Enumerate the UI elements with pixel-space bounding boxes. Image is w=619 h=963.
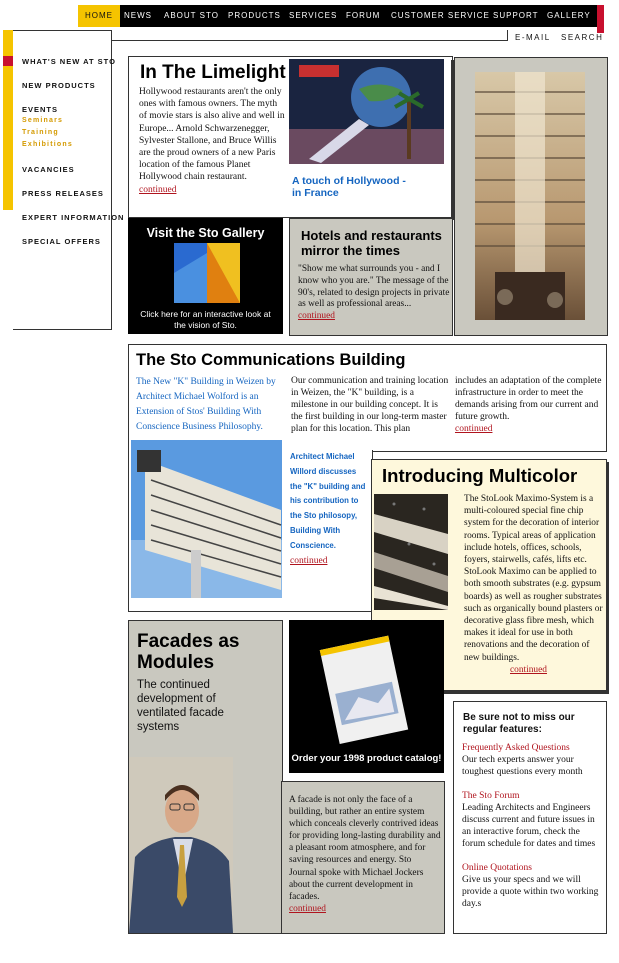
sidebar-item-special-offers[interactable]: SPECIAL OFFERS: [22, 237, 101, 246]
comm-panel: [128, 344, 607, 452]
limelight-panel: [128, 56, 453, 218]
hotels-title: Hotels and restaurants mirror the times: [301, 228, 442, 258]
hotels-continued-link[interactable]: continued: [298, 311, 335, 322]
sidebar: [13, 30, 112, 330]
sidebar-item-new-products[interactable]: NEW PRODUCTS: [22, 81, 96, 90]
nav-support[interactable]: SUPPORT: [493, 11, 539, 20]
subnav-rule: [111, 40, 507, 41]
multicolor-chips-photo[interactable]: [374, 494, 448, 610]
gallery-panel[interactable]: [128, 218, 283, 334]
planet-hollywood-photo[interactable]: [289, 59, 444, 164]
k-building-caption: Architect Michael Willord discusses the "K" building and his contribution to the Sto philosopy, Building With Conscience. continued: [290, 452, 366, 566]
nav-home[interactable]: HOME: [78, 5, 120, 27]
sidebar-item-events[interactable]: EVENTS: [22, 105, 59, 114]
multicolor-continued-link[interactable]: continued: [510, 664, 547, 675]
facades-continued-link[interactable]: continued: [289, 903, 326, 914]
catalog-caption[interactable]: Order your 1998 product catalog!: [291, 753, 442, 764]
limelight-shadow: [451, 60, 455, 220]
sto-forum-desc: Leading Architects and Engineers discuss current and future issues in an interactive forum, check the forum schedule for dates and times: [462, 803, 596, 849]
hotels-body: "Show me what surrounds you - and I know who you are." The message of the 90's, related to design projects in private as well as professional areas... continued: [298, 264, 450, 322]
facades-subtitle: The continued development of ventilated facade systems: [137, 679, 224, 733]
comm-col3: includes an adaptation of the complete infrastructure in order to meet the demands arising from our current and future growth. continued: [455, 376, 602, 434]
online-quotations-link[interactable]: Online Quotations: [462, 863, 532, 873]
limelight-body: Hollywood restaurants aren't the only ones with famous owners. The myth of movie stars is also alive and well in Europe... Arnold Schwarzenegger, Sylvester Stallone, and Bruce Willis are the proud owners of a new Paris location of the famous Planet Hollywood chain restaurant. continued: [139, 87, 285, 195]
comm-lower-panel: [128, 450, 373, 612]
nav-services[interactable]: SERVICES: [289, 11, 338, 20]
sidebar-item-exhibitions[interactable]: Exhibitions: [22, 141, 73, 148]
nav-products[interactable]: PRODUCTS: [228, 11, 281, 20]
michael-jockers-photo[interactable]: [129, 757, 233, 933]
multicolor-body: The StoLook Maximo-System is a multi-coloured special fine chip system for the decoration of interior rooms. Typical areas of application include hotels, offices, schools, foyers, stairwells, cafés, lifts etc. StoLook Maximo can be applied to both smooth substrates (e.g. gypsum boards) as well as rougher substrates such as organically bound plasters or decorative glass fibre mesh, which makes it ideal for use in both renovations and the decoration of new buildings. continued: [464, 494, 603, 675]
sidebar-red-marker: [3, 56, 13, 66]
online-quotations-desc: Give us your specs and we will provide a quote within two working day.s: [462, 875, 599, 909]
faq-desc: Our tech experts answer your toughest questions every month: [462, 755, 583, 777]
nav-forum[interactable]: FORUM: [346, 11, 381, 20]
limelight-continued-link[interactable]: continued: [139, 184, 177, 195]
hotels-panel: [289, 218, 453, 336]
gallery-caption: Click here for an interactive look at the vision of Sto.: [140, 309, 271, 330]
subnav-divider: [507, 30, 508, 41]
sidebar-item-vacancies[interactable]: VACANCIES: [22, 165, 75, 174]
comm-col2: Our communication and training location in Weizen, the "K" building, is a milestone in our building concept. It is the first building in our long-term master plan for this location. This plan: [291, 376, 449, 434]
nav-customer-service[interactable]: CUSTOMER SERVICE: [391, 11, 490, 20]
nav-news[interactable]: NEWS: [124, 11, 152, 20]
nav-gallery[interactable]: GALLERY: [547, 11, 591, 20]
facades-panel: [128, 620, 283, 934]
catalog-cover-image[interactable]: [317, 630, 409, 748]
subnav-email[interactable]: E-MAIL: [515, 33, 551, 42]
features-title: Be sure not to miss our regular features:: [463, 712, 575, 735]
catalog-panel[interactable]: [289, 620, 444, 773]
k-building-photo[interactable]: [131, 440, 282, 598]
atrium-panel: [454, 57, 608, 336]
sidebar-item-whats-new[interactable]: WHAT'S NEW AT STO: [22, 57, 116, 66]
features-panel: [453, 701, 607, 934]
facades-text-panel: [281, 781, 445, 934]
faq-link[interactable]: Frequently Asked Questions: [462, 743, 570, 753]
features-list: [462, 742, 604, 910]
gallery-thumbnail[interactable]: [174, 243, 240, 303]
sidebar-item-training[interactable]: Training: [22, 129, 59, 136]
comm-title: The Sto Communications Building: [136, 351, 406, 369]
facades-body: A facade is not only the face of a building, but rather an entire system which conceals cleverly contrived ideas for providing long-lasting durability and a pleasant room atmosphere, and for saving resources and energy. Sto Journal spoke with Michael Jockers about the current development in facades. continued: [289, 795, 441, 914]
sidebar-item-seminars[interactable]: Seminars: [22, 117, 64, 124]
gallery-title: Visit the Sto Gallery: [146, 226, 265, 240]
k-building-continued-link[interactable]: continued: [290, 555, 328, 566]
facades-title: Facades as Modules: [137, 631, 240, 673]
limelight-caption[interactable]: A touch of Hollywood - in France: [292, 175, 406, 199]
limelight-title: In The Limelight: [140, 62, 286, 83]
multicolor-title: Introducing Multicolor: [382, 465, 578, 486]
subnav-search[interactable]: SEARCH: [561, 33, 604, 42]
sidebar-item-expert-information[interactable]: EXPERT INFORMATION: [22, 213, 125, 222]
hotel-atrium-photo[interactable]: [475, 72, 585, 320]
top-nav-bar: [78, 5, 597, 27]
sidebar-item-press-releases[interactable]: PRESS RELEASES: [22, 189, 104, 198]
comm-continued-link[interactable]: continued: [455, 424, 493, 434]
nav-about-sto[interactable]: ABOUT STO: [164, 11, 219, 20]
sto-forum-link[interactable]: The Sto Forum: [462, 791, 520, 801]
red-accent-tab: [597, 5, 604, 33]
comm-intro: The New "K" Building in Weizen by Architect Michael Wolford is an Extension of Stos' Building With Conscience Business Philosophy.: [136, 377, 276, 432]
